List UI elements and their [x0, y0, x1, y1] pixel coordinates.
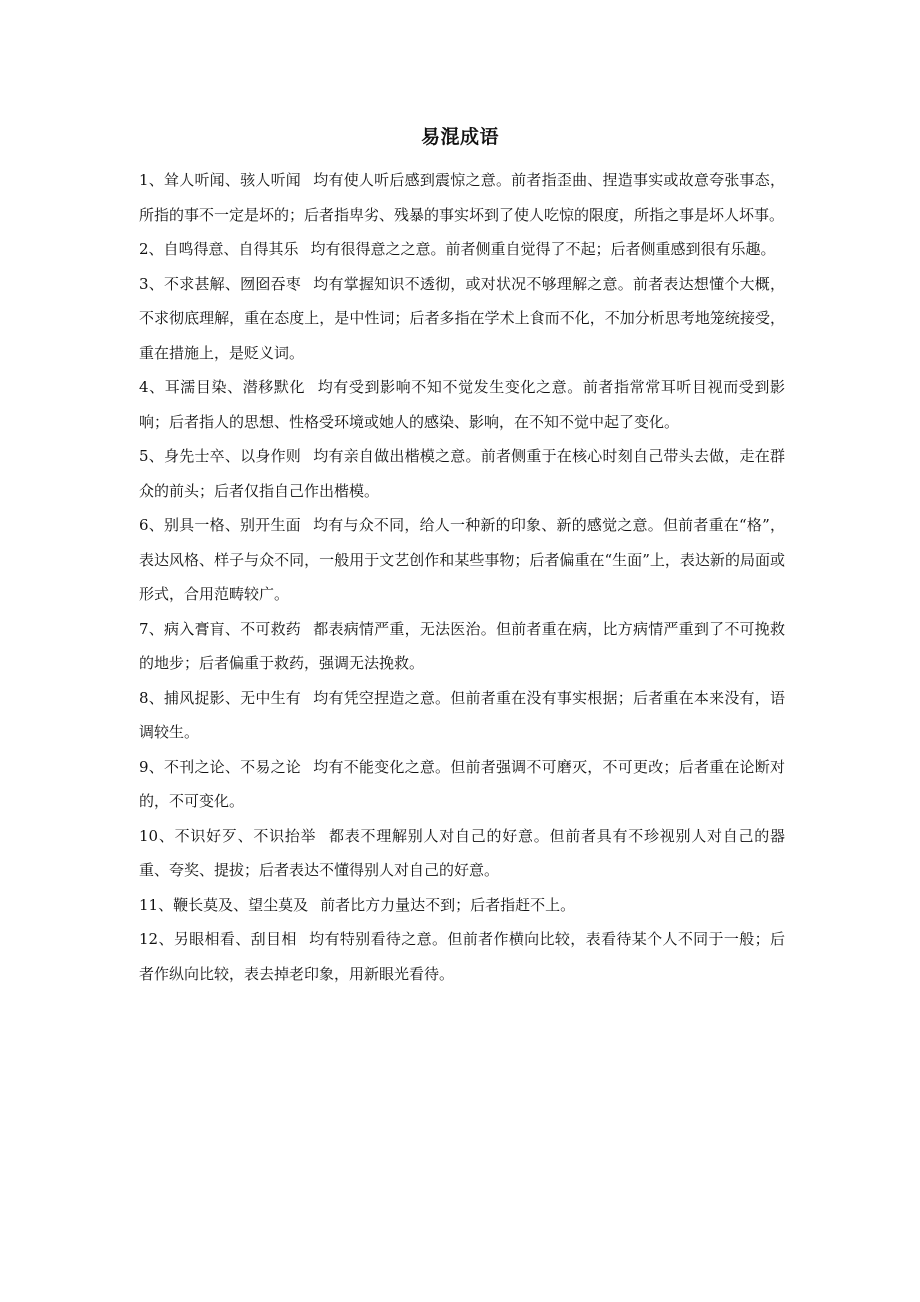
idiom-pair: 7、病入膏肓、不可救药	[139, 619, 302, 638]
idiom-pair: 4、耳濡目染、潜移默化	[139, 378, 306, 396]
list-item	[139, 163, 785, 232]
idiom-explanation: 均有亲自做出楷模之意。前者侧重于在核心时刻自己带头去做，走在群众的前头；后者仅指自己作出楷模。	[139, 447, 786, 500]
idiom-explanation: 均有凭空捏造之意。但前者重在没有事实根据；后者重在本来没有，语调较生。	[139, 688, 786, 741]
idiom-explanation: 均有受到影响不知不觉发生变化之意。前者指常常耳听目视而受到影响；后者指人的思想、性格受环境或她人的感染、影响，在不知不觉中起了变化。	[139, 378, 785, 431]
idiom-pair: 6、别具一格、别开生面	[139, 516, 301, 534]
list-item	[139, 750, 785, 819]
idiom-explanation: 都表不理解别人对自己的好意。但前者具有不珍视别人对自己的器重、夸奖、提拔；后者表达不懂得别人对自己的好意。	[139, 826, 785, 879]
idiom-pair: 1、耸人听闻、骇人听闻	[139, 171, 302, 189]
idiom-explanation: 均有很得意之之意。前者侧重自觉得了不起；后者侧重感到很有乐趣。	[310, 240, 776, 258]
idiom-pair: 3、不求甚解、囫囵吞枣	[139, 274, 302, 293]
list-item	[139, 922, 785, 991]
idiom-explanation: 均有不能变化之意。但前者强调不可磨灭，不可更改；后者重在论断对的，不可变化。	[139, 757, 786, 810]
list-item	[139, 439, 785, 508]
list-item	[139, 232, 785, 267]
idiom-explanation: 均有掌握知识不透彻，或对状况不够理解之意。前者表达想懂个大概，不求彻底理解，重在态度上，是中性词；后者多指在学术上食而不化，不加分析思考地笼统接受，重在措施上，是贬义词。	[139, 274, 786, 362]
list-item	[139, 819, 785, 888]
entry-list	[139, 163, 785, 991]
list-item	[139, 508, 785, 612]
idiom-explanation: 均有特别看待之意。但前者作横向比较，表看待某个人不同于一般；后者作纵向比较，表去掉老印象，用新眼光看待。	[139, 930, 785, 983]
idiom-explanation: 均有使人听后感到震惊之意。前者指歪曲、捏造事实或故意夸张事态，所指的事不一定是坏的；后者指卑劣、残暴的事实坏到了使人吃惊的限度，所指之事是坏人坏事。	[139, 171, 786, 224]
idiom-pair: 10、不识好歹、不识抬举	[139, 826, 317, 845]
list-item	[139, 370, 785, 439]
idiom-pair: 8、捕风捉影、无中生有	[139, 688, 302, 707]
idiom-explanation: 都表病情严重，无法医治。但前者重在病，比方病情严重到了不可挽救的地步；后者偏重于救药，强调无法挽救。	[139, 619, 786, 672]
idiom-explanation: 前者比方力量达不到；后者指赶不上。	[320, 895, 576, 914]
list-item	[139, 267, 785, 371]
idiom-explanation: 均有与众不同，给人一种新的印象、新的感觉之意。但前者重在“格”，表达风格、样子与众不同，一般用于文艺创作和某些事物；后者偏重在“生面”上，表达新的局面或形式，合用范畴较广。	[139, 516, 785, 603]
list-item	[139, 681, 785, 750]
idiom-pair: 12、另眼相看、刮目相	[139, 930, 297, 948]
idiom-pair: 5、身先士卒、以身作则	[139, 447, 302, 465]
idiom-pair: 9、不刊之论、不易之论	[139, 757, 302, 776]
list-item	[139, 888, 785, 923]
list-item	[139, 612, 785, 681]
idiom-pair: 2、自鸣得意、自得其乐	[139, 240, 299, 258]
page-title: 易混成语	[420, 126, 499, 148]
idiom-pair: 11、鞭长莫及、望尘莫及	[139, 895, 309, 914]
